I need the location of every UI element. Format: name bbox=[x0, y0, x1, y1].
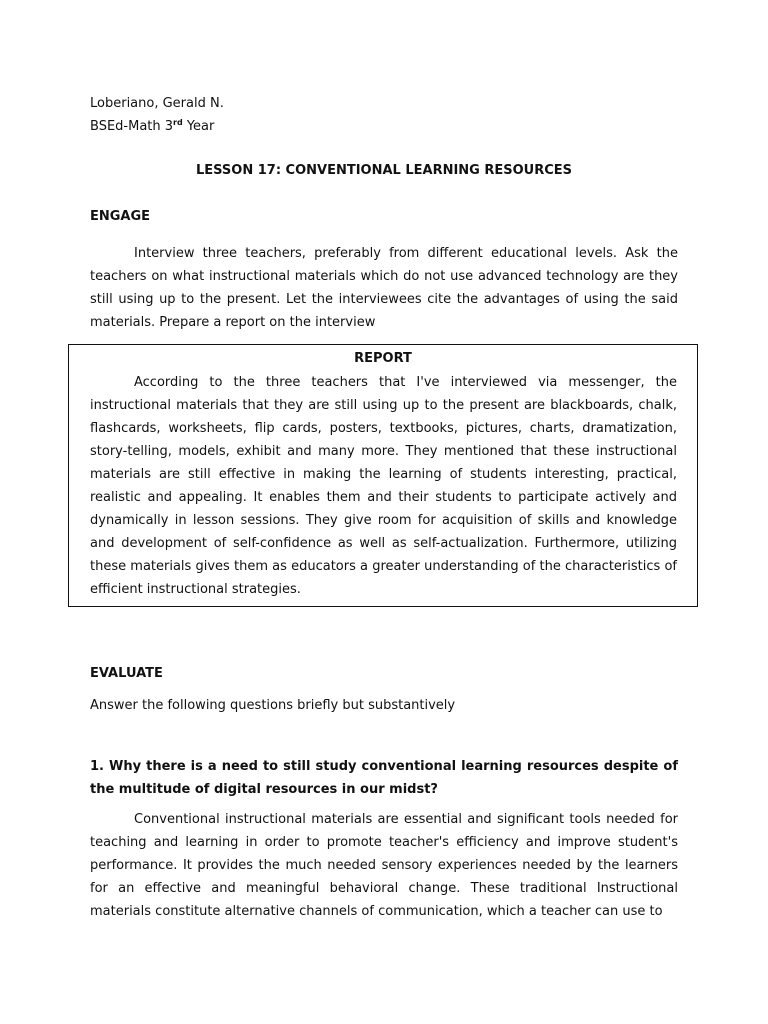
question-1: 1. Why there is a need to still study conventional learning resources despite of the multitude of digital resources in our midst? bbox=[90, 759, 678, 797]
evaluate-instructions: Answer the following questions briefly but substantively bbox=[90, 698, 456, 713]
engage-heading: ENGAGE bbox=[90, 209, 151, 224]
course-suffix: Year bbox=[182, 119, 215, 134]
report-heading: REPORT bbox=[354, 351, 412, 366]
report-box bbox=[68, 344, 698, 607]
author-name bbox=[90, 95, 224, 113]
engage-instructions: Interview three teachers, preferably from different educational levels. Ask the teachers on what instructional materials which do not use advanced technology are they still using up to the present. Let the interviewees cite the advantages of using the said materials. Prepare a report on the interview bbox=[90, 246, 678, 330]
course-year bbox=[90, 118, 214, 136]
evaluate-heading: EVALUATE bbox=[90, 666, 163, 681]
answer-1: Conventional instructional materials are essential and significant tools needed for teaching and learning in order to promote teacher's efficiency and improve student's performance. It provides the much needed sensory experiences needed by the learners for an effective and meaningful behavioral change. These traditional Instructional materials constitute alternative channels of communication, which a teacher can use to bbox=[90, 812, 678, 919]
course-prefix: BSEd-Math 3 bbox=[90, 119, 174, 134]
author-name-text: Loberiano, Gerald N. bbox=[90, 96, 224, 111]
report-body: According to the three teachers that I've interviewed via messenger, the instructional materials that they are still using up to the present are blackboards, chalk, flashcards, worksheets, flip cards, posters, textbooks, pictures, charts, dramatization, story-telling, models, exhibit and many more. They mentioned that these instructional materials are still effective in making the learning of students interesting, practical, realistic and appealing. It enables them and their students to participate actively and dynamically in lesson sessions. They give room for acquisition of skills and knowledge and development of self-confidence as well as self-actualization. Furthermore, utilizing these materials gives them as educators a greater understanding of the characteristics of efficient instructional strategies. bbox=[90, 375, 677, 597]
course-ordinal-suffix: rd bbox=[173, 118, 183, 127]
lesson-title: LESSON 17: CONVENTIONAL LEARNING RESOURCES bbox=[195, 163, 573, 178]
